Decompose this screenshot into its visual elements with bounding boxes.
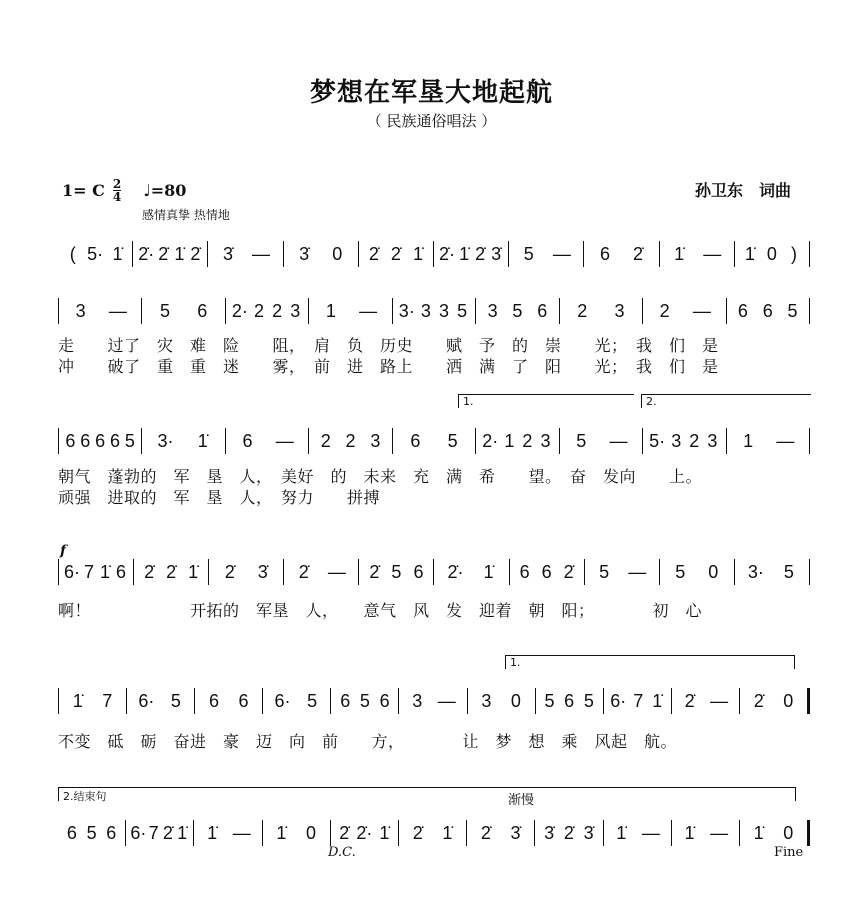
note: 5 [447,431,458,451]
notation-line-2 [58,300,810,324]
measure [393,300,475,322]
measure [331,690,398,712]
note: 2̇ [368,244,379,264]
note: 5 [512,301,523,321]
song-title: 梦想在军垦大地起航 [309,78,553,108]
note: 7 [102,691,113,711]
measure [468,690,535,712]
note: — [232,823,251,843]
note: 2̇ [144,562,155,582]
note: — [327,562,346,582]
note: 2̇ [339,823,350,843]
note: 6 [737,301,748,321]
notation-line-6 [58,822,810,846]
note: 2̇ [190,244,201,264]
note: — [252,244,271,264]
note: 2̇ [369,562,380,582]
note: 5 [576,431,587,451]
measure [399,822,466,844]
note: 5 [675,562,686,582]
note: 2 [254,301,265,321]
measure [560,430,642,452]
note: 5 [170,691,181,711]
note: 3̇ [510,823,521,843]
note: 3 [412,691,423,711]
note: 3 [707,431,718,451]
measure [560,300,642,322]
barline [807,688,810,714]
measure [604,822,671,844]
note: — [776,431,795,451]
note: 0 [708,562,719,582]
note: 5 [544,691,555,711]
note: 6 [537,301,548,321]
note: — [552,244,571,264]
note: 6· [130,823,147,843]
note: 1̇ [744,244,755,264]
note: 6 [599,244,610,264]
note: 5 [583,691,594,711]
lyric-line-3-verse-1: 朝气 蓬勃的 军 垦 人， 美好 的 未来 充 满 希 望。 奋 发向 上。 [58,467,703,486]
note: 2̇· [356,823,373,843]
measure [284,561,358,583]
measure [672,822,739,844]
note: 6 [519,562,530,582]
note: 1̇ [674,244,685,264]
note: 3· [157,431,174,451]
note: 2̇ [633,244,644,264]
note: 5 [359,691,370,711]
note: 6 [413,562,424,582]
measure [393,430,475,452]
note: 2̇· [439,244,456,264]
measure [735,561,809,583]
note: 1̇ [684,823,695,843]
bracket-symbol: ) [790,244,797,264]
note: 5 [599,562,610,582]
note: 6 [80,431,91,451]
note: 3 [438,301,449,321]
note: — [609,431,628,451]
barline [809,241,810,267]
measure [126,822,193,844]
volta-3: 1. [505,655,795,669]
lyric-line-3-verse-2: 顽强 进取的 军 垦 人， 努力 拼搏 [58,488,381,507]
note: 5· [649,431,666,451]
note: 2̇ [158,244,169,264]
measure [467,822,534,844]
author-credit: 孙卫东 词曲 [694,181,791,200]
note: 6 [197,301,208,321]
note: 1̇ [442,823,453,843]
note: 3 [540,431,551,451]
measure [59,430,141,452]
note: 0 [305,823,316,843]
measure [584,243,658,265]
note: 6 [110,431,121,451]
measure [331,822,398,844]
measure [263,690,330,712]
note: 6· [274,691,291,711]
note: 6 [106,823,117,843]
measure [535,822,602,844]
measure [476,300,558,322]
measure [660,561,734,583]
note: 6 [564,691,575,711]
note: 2· [482,431,499,451]
note: 6 [116,562,127,582]
note: 1̇ [459,244,470,264]
note: 3 [370,431,381,451]
note: 6· [610,691,627,711]
tempo-marking: ♩=80 [143,181,187,200]
note: 1̇ [207,823,218,843]
note: 7 [84,562,95,582]
note: 2̇ [684,691,695,711]
measure [195,690,262,712]
measure [434,243,508,265]
note: 2̇ [753,691,764,711]
measure [309,300,391,322]
lyric-line-4-verse-1: 啊！ 开拓的 军垦 人， 意气 风 发 迎着 朝 阳； 初 心 [58,601,703,620]
note: 6 [65,431,76,451]
measure [660,243,734,265]
measure [727,430,809,452]
measure [740,822,807,844]
note: — [628,562,647,582]
ritardando-marking: 渐慢 [508,793,535,808]
volta-4: 2.结束句 [58,787,796,801]
note: 3̇ [491,244,502,264]
note: 1 [325,301,336,321]
note: 5 [160,301,171,321]
measure [309,430,391,452]
note: 5 [391,562,402,582]
note: 6 [762,301,773,321]
note: 3̇ [257,562,268,582]
note: 0 [783,823,794,843]
note: 2̇ [412,823,423,843]
measure [727,300,809,322]
note: 3̇ [583,823,594,843]
note: — [641,823,660,843]
note: 3 [290,301,301,321]
measure [58,243,132,265]
expression-text: 感情真挚 热情地 [142,208,230,222]
measure [194,822,261,844]
note: 0 [510,691,521,711]
measure [142,430,224,452]
note: 1̇ [379,823,390,843]
note: 1̇ [72,691,83,711]
notation-line-5 [58,690,810,714]
key-signature: 1= C [62,181,105,200]
note: 2· [231,301,248,321]
note: 7 [633,691,644,711]
lyric-line-5-verse-1: 不变 砥 砺 奋进 豪 迈 向 前 方， 让 梦 想 乘 风起 航。 [58,732,678,751]
measure [509,243,583,265]
measure [510,561,584,583]
note: — [692,301,711,321]
measure [127,690,194,712]
note: 1̇ [197,431,208,451]
note: 1̇ [112,244,123,264]
measure [209,561,283,583]
measure [226,430,308,452]
note: — [703,244,722,264]
note: — [710,823,729,843]
note: 1 [743,431,754,451]
note: 5 [783,562,794,582]
barline [809,428,810,454]
note: 2 [272,301,283,321]
barline [809,559,810,585]
note: 2̇ [390,244,401,264]
measure [536,690,603,712]
barline [807,820,810,846]
note: 6 [410,431,421,451]
measure [142,300,224,322]
measure [399,690,466,712]
note: 5· [87,244,104,264]
note: 2̇ [475,244,486,264]
note: 6 [208,691,219,711]
note: 3· [398,301,415,321]
measure [59,690,126,712]
note: 3̇ [222,244,233,264]
note: 3· [747,562,764,582]
note: 6· [138,691,155,711]
note: 3̇ [544,823,555,843]
note: 1̇ [100,562,111,582]
da-capo-marking: D.C. [328,845,356,860]
note: 6 [66,823,77,843]
measure [359,243,433,265]
note: 6 [541,562,552,582]
note: 2̇ [563,562,574,582]
note: — [710,691,729,711]
note: 0 [783,691,794,711]
measure [643,430,725,452]
note: 6 [238,691,249,711]
note: 2 [320,431,331,451]
measure [58,822,125,844]
note: 6 [242,431,253,451]
note: 3 [420,301,431,321]
note: 3 [614,301,625,321]
note: — [108,301,127,321]
note: 5 [307,691,318,711]
measure [585,561,659,583]
note: 3 [481,691,492,711]
measure [476,430,558,452]
fine-marking: Fine [774,845,804,860]
note: 1 [504,431,515,451]
notation-line-3 [58,430,810,454]
note: 5 [457,301,468,321]
note: 2 [577,301,588,321]
note: 3 [487,301,498,321]
bracket-symbol: ( [69,244,76,264]
note: 2̇ [563,823,574,843]
note: 5 [523,244,534,264]
note: 2 [689,431,700,451]
measure [643,300,725,322]
measure [134,561,208,583]
measure [59,561,133,583]
note: 5 [787,301,798,321]
note: 0 [766,244,777,264]
notation-line-4 [58,561,810,585]
volta-1: 1. [458,394,634,408]
measure [263,822,330,844]
note: 3 [75,301,86,321]
note: 7 [148,823,159,843]
note: 1̇ [412,244,423,264]
note: — [359,301,378,321]
note: 2̇ [298,562,309,582]
note: 2 [345,431,356,451]
note: 6· [64,562,81,582]
note: 5 [86,823,97,843]
dynamic-forte: f [60,543,67,559]
note: 2̇ [480,823,491,843]
note: 0 [332,244,343,264]
notation-line-1 [58,243,810,267]
measure [740,690,807,712]
measure [133,243,207,265]
volta-2: 2. [641,394,811,408]
measure [284,243,358,265]
measure [604,690,671,712]
note: 5 [124,431,135,451]
measure [208,243,282,265]
note: 1̇ [174,244,185,264]
barline [809,298,810,324]
note: 6 [340,691,351,711]
note: 1̇ [177,823,188,843]
measure [59,300,141,322]
note: 1̇ [276,823,287,843]
measure [735,243,809,265]
note: — [275,431,294,451]
measure [359,561,433,583]
measure [226,300,308,322]
key-and-meter [62,178,186,203]
note: 2 [522,431,533,451]
note: 1̇ [188,562,199,582]
note: 3̇ [299,244,310,264]
note: 1̇ [616,823,627,843]
note: 6 [379,691,390,711]
time-signature: 2 4 [112,177,122,204]
note: 3 [671,431,682,451]
note: 2̇ [162,823,173,843]
note: 2̇ [224,562,235,582]
note: 2̇ [166,562,177,582]
note: 1̇ [753,823,764,843]
note: — [437,691,456,711]
note: 2̇· [447,562,464,582]
measure [672,690,739,712]
note: 6 [95,431,106,451]
note: 2̇· [138,244,155,264]
note: 1̇ [483,562,494,582]
measure [434,561,508,583]
song-subtitle: （ 民族通俗唱法 ） [366,112,497,130]
lyric-line-2-verse-1: 走 过了 灾 难 险 阻， 肩 负 历史 赋 予 的 崇 光； 我 们 是 [58,336,719,355]
note: 2 [659,301,670,321]
note: 1̇ [652,691,663,711]
lyric-line-2-verse-2: 冲 破了 重 重 迷 雾， 前 进 路上 洒 满 了 阳 光； 我 们 是 [58,357,719,376]
